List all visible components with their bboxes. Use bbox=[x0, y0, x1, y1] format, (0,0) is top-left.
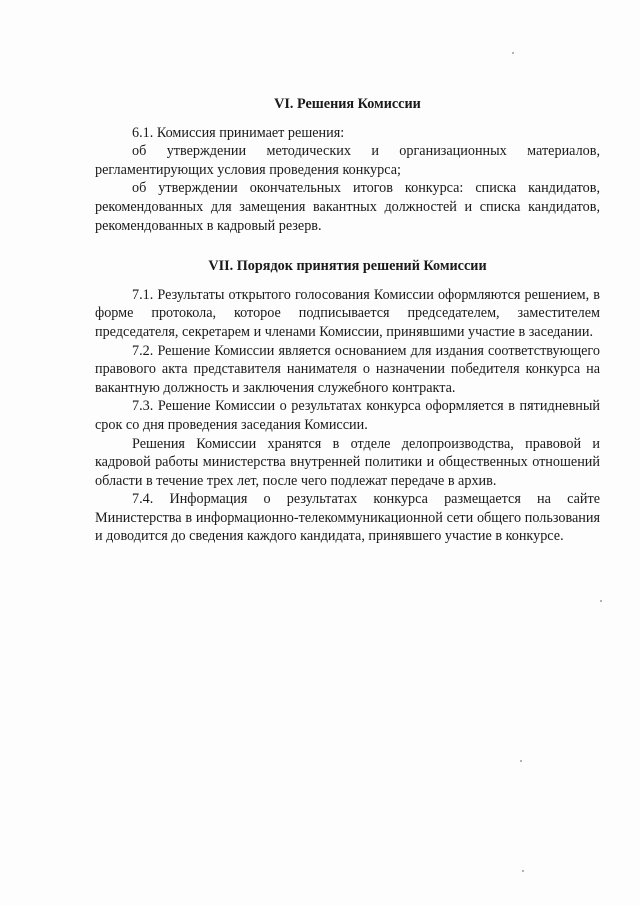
section-7-paragraph: 7.4. Информация о результатах конкурса размещается на сайте Министерства в информационно-телекоммуникационной сети общего пользования и доводится до сведения каждого кандидата, принявшего участие в конкурсе. bbox=[95, 491, 600, 545]
scan-artifact bbox=[522, 870, 524, 872]
section-7-paragraph: Решения Комиссии хранятся в отделе делопроизводства, правовой и кадровой работы министерства внутренней политики и общественных отношений области в течение трех лет, после чего подлежат передаче в архив. bbox=[95, 435, 600, 489]
scan-artifact bbox=[600, 600, 602, 602]
section-7-heading: VII. Порядок принятия решений Комиссии bbox=[208, 258, 487, 275]
section-7-paragraph: 7.3. Решение Комиссии о результатах конкурса оформляется в пятидневный срок со дня проведения заседания Комиссии. bbox=[95, 398, 600, 433]
section-6-paragraph: 6.1. Комиссия принимает решения: bbox=[132, 124, 345, 141]
document-body bbox=[95, 95, 600, 546]
section-6-heading: VI. Решения Комиссии bbox=[274, 96, 421, 112]
scan-artifact bbox=[512, 52, 514, 54]
section-6-paragraph: об утверждении окончательных итогов конкурса: списка кандидатов, рекомендованных для замещения вакантных должностей и списка кандидатов, рекомендованных в кадровый резерв. bbox=[95, 180, 600, 234]
section-7-paragraph: 7.1. Результаты открытого голосования Комиссии оформляются решением, в форме протокола, которое подписывается председателем, заместителем председателя, секретарем и членами Комиссии, принявшими участие в заседании. bbox=[95, 286, 600, 340]
section-6-paragraph: об утверждении методических и организационных материалов, регламентирующих условия проведения конкурса; bbox=[95, 143, 600, 178]
section-7-paragraph: 7.2. Решение Комиссии является основанием для издания соответствующего правового акта представителя нанимателя о назначении победителя конкурса на вакантную должность и заключения служебного контракта. bbox=[95, 342, 600, 396]
scan-artifact bbox=[520, 760, 522, 762]
